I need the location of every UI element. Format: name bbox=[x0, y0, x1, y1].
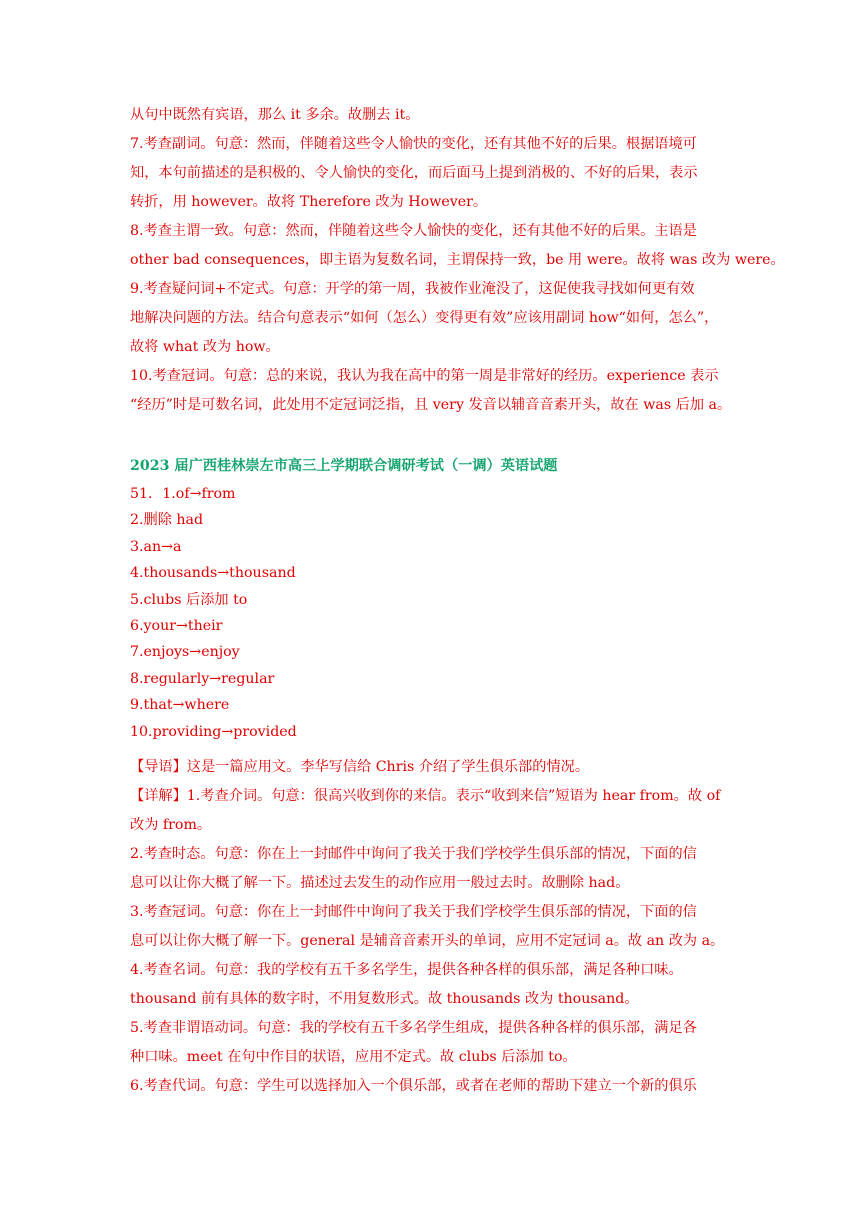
text-line: 地解决问题的方法。结合句意表示“如何（怎么）变得更有效”应该用副词 how“如何，怎么”， bbox=[130, 310, 719, 326]
text-line: 2.考查时态。句意：你在上一封邮件中询问了我关于我们学校学生俱乐部的情况，下面的信 bbox=[130, 846, 697, 862]
text-line: “经历”时是可数名词，此处用不定冠词泛指，且 very 发音以辅音音素开头，故在 was 后加 a。 bbox=[130, 397, 732, 413]
text-line: 7.考查副词。句意：然而，伴随着这些令人愉快的变化，还有其他不好的后果。根据语境可 bbox=[130, 136, 697, 152]
text-line: 10.考查冠词。句意：总的来说，我认为我在高中的第一周是非常好的经历。experience 表示 bbox=[130, 368, 719, 384]
text-line: 【详解】1.考查介词。句意：很高兴收到你的来信。表示“收到来信”短语为 hear from。故 of bbox=[130, 788, 721, 804]
answer-item: 10.providing→provided bbox=[130, 723, 297, 740]
text-line: 转折，用 however。故将 Therefore 改为 However。 bbox=[130, 194, 488, 210]
text-line: 3.考查冠词。句意：你在上一封邮件中询问了我关于我们学校学生俱乐部的情况，下面的信 bbox=[130, 904, 697, 920]
section-title: 2023 届广西桂林崇左市高三上学期联合调研考试（一调）英语试题 bbox=[130, 458, 558, 474]
answer-item: 5.clubs 后添加 to bbox=[130, 591, 248, 608]
text-line: 知，本句前描述的是积极的、令人愉快的变化，而后面马上提到消极的、不好的后果，表示 bbox=[130, 165, 698, 181]
text-line: 5.考查非谓语动词。句意：我的学校有五千多名学生组成，提供各种各样的俱乐部，满足各 bbox=[130, 1020, 697, 1036]
answer-list bbox=[130, 481, 730, 745]
text-line: 【导语】这是一篇应用文。李华写信给 Chris 介绍了学生俱乐部的情况。 bbox=[130, 759, 590, 775]
text-line: 故将 what 改为 how。 bbox=[130, 339, 280, 355]
answer-item: 3.an→a bbox=[130, 538, 182, 555]
answer-item: 51．1.of→from bbox=[130, 486, 236, 502]
text-line: 种口味。meet 在句中作目的状语，应用不定式。故 clubs 后添加 to。 bbox=[130, 1049, 577, 1065]
answer-item: 9.that→where bbox=[130, 697, 230, 714]
text-line: 息可以让你大概了解一下。描述过去发生的动作应用一般过去时。故删除 had。 bbox=[130, 875, 630, 891]
answer-item: 4.thousands→thousand bbox=[130, 565, 296, 582]
text-line: 改为 from。 bbox=[130, 817, 212, 833]
answer-item: 2.删除 had bbox=[130, 512, 204, 529]
text-line: thousand 前有具体的数字时，不用复数形式。故 thousands 改为 thousand。 bbox=[130, 991, 639, 1007]
previous-explanations bbox=[130, 101, 785, 420]
text-line: 4.考查名词。句意：我的学校有五千多名学生，提供各种各样的俱乐部，满足各种口味。 bbox=[130, 962, 683, 978]
text-line: 从句中既然有宾语，那么 it 多余。故删去 it。 bbox=[130, 107, 420, 123]
text-line: other bad consequences，即主语为复数名词，主谓保持一致，be 用 were。故将 was 改为 were。 bbox=[130, 252, 785, 268]
answer-item: 6.your→their bbox=[130, 618, 223, 635]
answer-explanations bbox=[130, 753, 730, 1101]
text-line: 息可以让你大概了解一下。general 是辅音音素开头的单词，应用不定冠词 a。故 an 改为 a。 bbox=[130, 933, 725, 949]
text-line: 9.考查疑问词+不定式。句意：开学的第一周，我被作业淹没了，这促使我寻找如何更有效 bbox=[130, 281, 695, 297]
text-line: 8.考查主谓一致。句意：然而，伴随着这些令人愉快的变化，还有其他不好的后果。主语是 bbox=[130, 223, 697, 239]
answer-item: 8.regularly→regular bbox=[130, 670, 275, 687]
text-line: 6.考查代词。句意：学生可以选择加入一个俱乐部，或者在老师的帮助下建立一个新的俱乐 bbox=[130, 1078, 697, 1094]
answer-item: 7.enjoys→enjoy bbox=[130, 644, 240, 661]
